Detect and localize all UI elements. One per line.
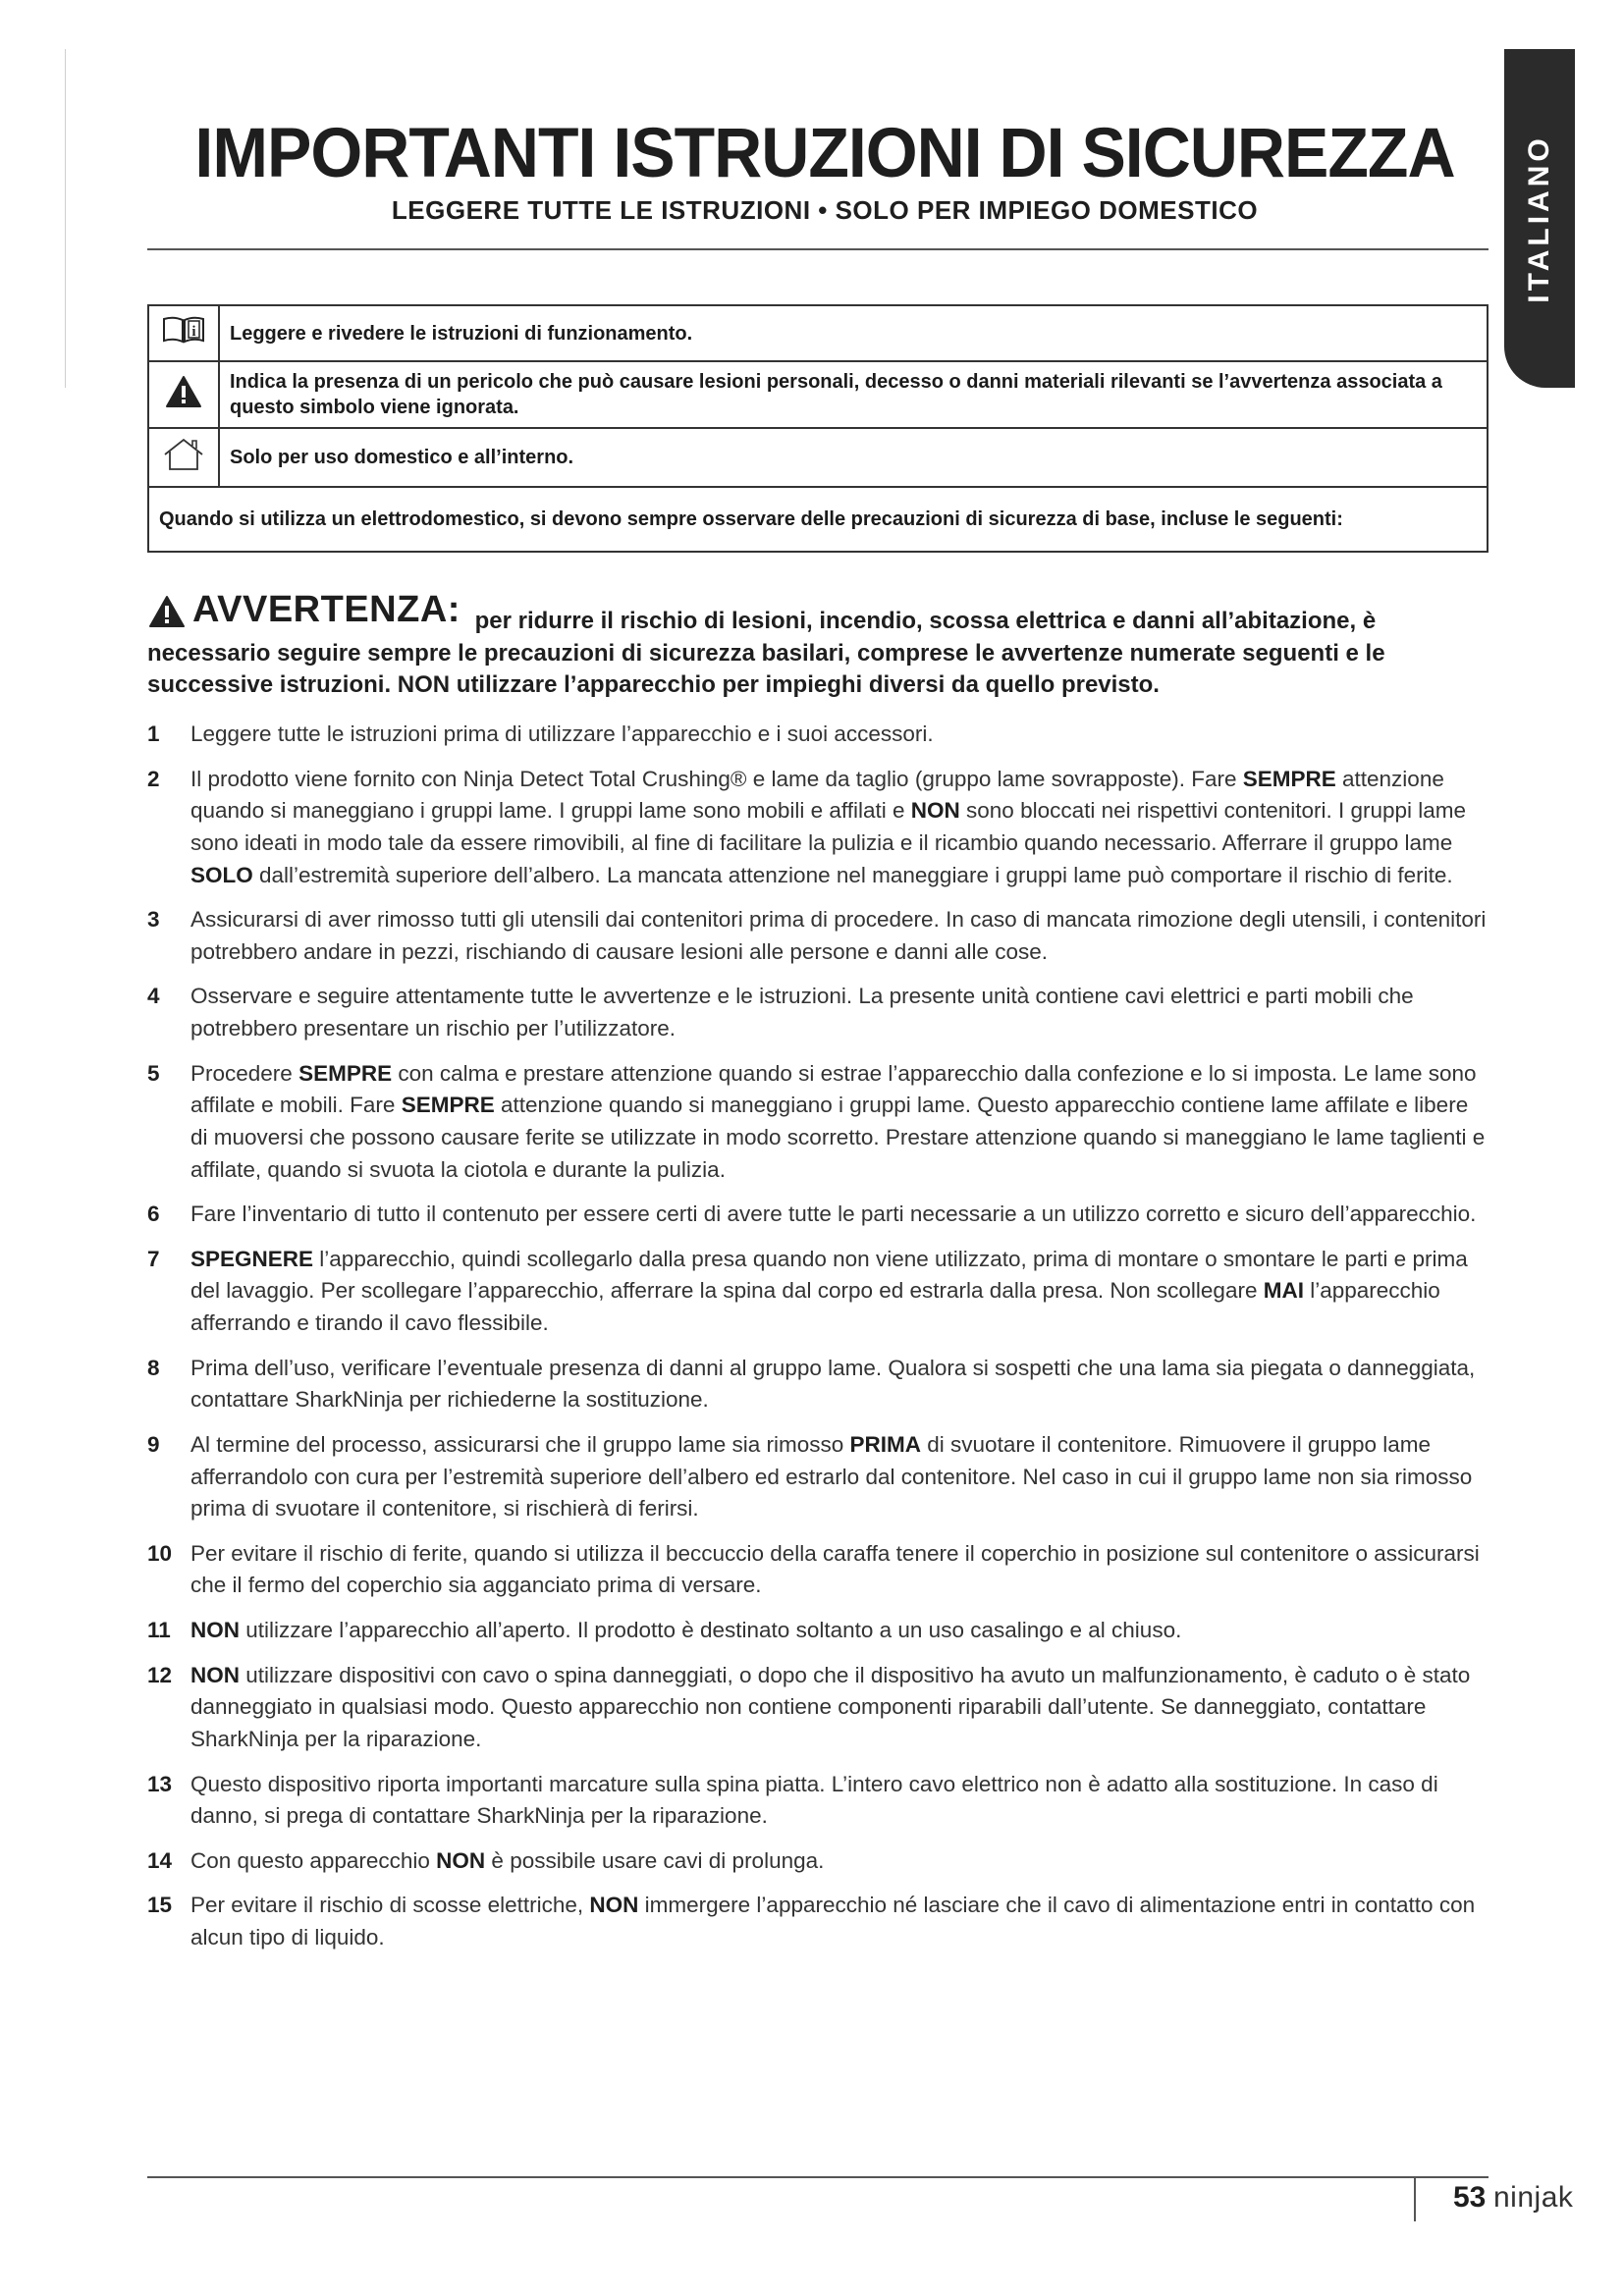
instruction-number: 15 — [147, 1893, 173, 1918]
instruction-item — [147, 1429, 1489, 1525]
instruction-text-run: Per evitare il rischio di ferite, quando si utilizza il beccuccio della caraffa tenere il coperchio in posizione sul contenitore o assicurarsi che il fermo del coperchio sia agganciato prima di versare. — [190, 1540, 1480, 1598]
instruction-item — [147, 904, 1489, 968]
instruction-text-run: Procedere — [190, 1060, 299, 1086]
instruction-item — [147, 1615, 1489, 1647]
instruction-number: 8 — [147, 1355, 160, 1380]
page-title: IMPORTANTI ISTRUZIONI DI SICUREZZA — [194, 114, 1455, 192]
instruction-item — [147, 1058, 1489, 1187]
symbols-table — [147, 304, 1489, 553]
instruction-number: 4 — [147, 984, 160, 1009]
instruction-emphasis: SPEGNERE — [190, 1246, 314, 1271]
instruction-item — [147, 1538, 1489, 1602]
instruction-emphasis: SEMPRE — [401, 1093, 495, 1118]
instruction-emphasis: MAI — [1263, 1278, 1304, 1304]
symbol-cell-warning — [148, 361, 219, 428]
page-number: 53 — [1453, 2181, 1487, 2214]
instruction-item — [147, 764, 1489, 892]
instruction-emphasis: SEMPRE — [298, 1060, 393, 1086]
instruction-item — [147, 1244, 1489, 1340]
warning-heading — [147, 585, 468, 635]
warning-triangle-icon — [165, 375, 202, 408]
instruction-number: 12 — [147, 1662, 173, 1687]
instruction-number: 10 — [147, 1540, 173, 1566]
instruction-item — [147, 1199, 1489, 1231]
warning-label: AVVERTENZA: — [192, 589, 460, 630]
instruction-text-run: Questo dispositivo riporta importanti marcature sulla spina piatta. L’intero cavo elettrico non è adatto alla sostituzione. In caso di danno, si prega di contattare SharkNinja per la riparazione. — [190, 1771, 1438, 1829]
book-info-icon — [161, 315, 206, 345]
house-icon — [162, 437, 205, 472]
safety-instructions-list — [147, 719, 1489, 1967]
symbol-cell-manual — [148, 305, 219, 361]
symbol-row-warning — [148, 361, 1488, 428]
instruction-item — [147, 1353, 1489, 1416]
table-note: Quando si utilizza un elettrodomestico, si devono sempre osservare delle precauzioni di sicurezza di base, incluse le seguenti: — [148, 487, 1488, 552]
instruction-emphasis: SOLO — [190, 862, 253, 887]
margin-line — [65, 49, 66, 388]
instruction-number: 7 — [147, 1246, 160, 1271]
instruction-item — [147, 981, 1489, 1044]
instruction-text-run: l’apparecchio afferrando e tirando il cavo flessibile. — [190, 1278, 1440, 1335]
instruction-emphasis: NON — [436, 1847, 486, 1873]
instruction-text-run: Osservare e seguire attentamente tutte le avvertenze e le istruzioni. La presente unità contiene cavi elettrici e parti mobili che potrebbero presentare un rischio per l’utilizzatore. — [190, 984, 1414, 1041]
instruction-item — [147, 1890, 1489, 1953]
instruction-emphasis: NON — [910, 798, 960, 824]
warning-text: per ridurre il rischio di lesioni, incendio, scossa elettrica e danni all’abitazione, è necessario seguire sempre le precauzioni di sicurezza basilari, comprese le avvertenze numerate seguenti e le successive istruzioni. NON utilizzare l’apparecchio per impieghi diversi da quello previsto. — [147, 608, 1385, 698]
instruction-text — [190, 1660, 1489, 1756]
instruction-item — [147, 1660, 1489, 1756]
language-tab — [1504, 49, 1575, 388]
instruction-text-run: Prima dell’uso, verificare l’eventuale presenza di danni al gruppo lame. Qualora si sospetti che una lama sia piegata o danneggiata, contattare SharkNinja per richiederne la sostituzione. — [190, 1355, 1476, 1413]
instruction-text-run: di svuotare il contenitore. Rimuovere il gruppo lame afferrandolo con cura per l’estremità superiore dell’albero ed estrarlo dal contenitore. Nel caso in cui il gruppo lame non sia rimosso prima di svuotare il contenitore, si rischierà di ferirsi. — [190, 1431, 1473, 1522]
instruction-emphasis: SEMPRE — [1242, 766, 1336, 791]
instruction-text — [190, 1199, 1489, 1231]
instruction-number: 2 — [147, 766, 160, 791]
symbol-text-warning: Indica la presenza di un pericolo che può causare lesioni personali, decesso o danni materiali rilevanti se l’avvertenza associata a questo simbolo viene ignorata. — [219, 361, 1488, 428]
symbol-text-manual: Leggere e rivedere le istruzioni di funzionamento. — [219, 305, 1488, 361]
symbol-row-indoor — [148, 428, 1488, 487]
instruction-text-run: utilizzare l’apparecchio all’aperto. Il prodotto è destinato soltanto a un uso casalingo e al chiuso. — [240, 1618, 1182, 1642]
symbol-text-indoor: Solo per uso domestico e all’interno. — [219, 428, 1488, 487]
instruction-text — [190, 1058, 1489, 1187]
instruction-text-run: l’apparecchio, quindi scollegarlo dalla presa quando non viene utilizzato, prima di montare o smontare le parti e prima del lavaggio. Per scollegare l’apparecchio, afferrare la spina dal corpo ed estrarla dalla presa. Non scollegare — [190, 1246, 1468, 1304]
warning-triangle-icon — [147, 595, 187, 628]
instruction-number: 1 — [147, 721, 160, 746]
instruction-text — [190, 1353, 1489, 1416]
instruction-text-run: sono bloccati nei rispettivi contenitori. I gruppi lame sono ideati in modo tale da essere rimovibili, al fine di facilitare la pulizia e il ricambio quando necessario. Afferrare il gruppo lame — [190, 798, 1467, 855]
instruction-number: 13 — [147, 1771, 173, 1796]
header-divider — [147, 248, 1489, 250]
instruction-text-run: Per evitare il rischio di scosse elettriche, — [190, 1893, 590, 1918]
table-note-row — [148, 487, 1488, 552]
instruction-text — [190, 981, 1489, 1044]
instruction-number: 5 — [147, 1060, 160, 1086]
instruction-text — [190, 1244, 1489, 1340]
footer-divider — [147, 2176, 1489, 2178]
page-subtitle: LEGGERE TUTTE LE ISTRUZIONI • SOLO PER IMPIEGO DOMESTICO — [391, 195, 1259, 225]
instruction-text — [190, 764, 1489, 892]
instruction-emphasis: NON — [589, 1893, 639, 1918]
instruction-text — [190, 1615, 1489, 1647]
footer-separator — [1414, 2176, 1416, 2221]
instruction-text-run: attenzione quando si maneggiano i gruppi lame. Questo apparecchio contiene lame affilate e libere di muoversi che possono causare ferite se utilizzate in modo scorretto. Prestare attenzione quando si maneggiano le lame taglienti e affilate, quando si svuota la ciotola e durante la pulizia. — [190, 1093, 1486, 1182]
brand-logo: ninjak — [1493, 2181, 1574, 2214]
instruction-text-run: dall’estremità superiore dell’albero. La mancata attenzione nel maneggiare i gruppi lame può comportare il rischio di ferite. — [252, 862, 1453, 887]
symbol-row-manual — [148, 305, 1488, 361]
symbol-cell-indoor — [148, 428, 219, 487]
instruction-emphasis: NON — [190, 1662, 240, 1687]
instruction-number: 6 — [147, 1201, 160, 1227]
instruction-number: 9 — [147, 1431, 160, 1457]
instruction-item — [147, 1769, 1489, 1833]
svg-text:i: i — [191, 324, 196, 340]
instruction-text-run: attenzione quando si maneggiano i gruppi lame. I gruppi lame sono mobili e affilati e — [190, 766, 1444, 824]
instruction-emphasis: NON — [190, 1618, 240, 1642]
instruction-text — [190, 1769, 1489, 1833]
instruction-number: 11 — [147, 1618, 171, 1642]
warning-block — [147, 585, 1489, 701]
instruction-text-run: Con questo apparecchio — [190, 1847, 437, 1873]
instruction-number: 14 — [147, 1847, 173, 1873]
instruction-text-run: è possibile usare cavi di prolunga. — [485, 1847, 825, 1873]
instruction-text — [190, 904, 1489, 968]
instruction-text — [190, 1429, 1489, 1525]
instruction-text-run: Al termine del processo, assicurarsi che il gruppo lame sia rimosso — [190, 1431, 850, 1457]
instruction-text — [190, 719, 1489, 751]
instruction-item — [147, 719, 1489, 751]
instruction-text — [190, 1845, 1489, 1878]
instruction-text — [190, 1538, 1489, 1602]
instruction-text-run: Fare l’inventario di tutto il contenuto per essere certi di avere tutte le parti necessarie a un utilizzo corretto e sicuro dell’apparecchio. — [190, 1201, 1477, 1227]
instruction-text-run: Il prodotto viene fornito con Ninja Detect Total Crushing® e lame da taglio (gruppo lame sovrapposte). Fare — [190, 766, 1243, 791]
instruction-text-run: Leggere tutte le istruzioni prima di utilizzare l’apparecchio e i suoi accessori. — [190, 721, 934, 746]
instruction-text-run: immergere l’apparecchio né lasciare che il cavo di alimentazione entri in contatto con alcun tipo di liquido. — [190, 1893, 1476, 1949]
language-tab-label: ITALIANO — [1523, 133, 1555, 303]
instruction-emphasis: PRIMA — [849, 1431, 922, 1457]
instruction-number: 3 — [147, 907, 160, 933]
instruction-text — [190, 1890, 1489, 1953]
instruction-text-run: Assicurarsi di aver rimosso tutti gli utensili dai contenitori prima di procedere. In caso di mancata rimozione degli utensili, i contenitori potrebbero andare in pezzi, rischiando di causare lesioni alle persone e danni alle cose. — [190, 907, 1487, 964]
instruction-item — [147, 1845, 1489, 1878]
instruction-text-run: utilizzare dispositivi con cavo o spina danneggiati, o dopo che il dispositivo ha avuto un malfunzionamento, è caduto o è stato danneggiato in qualsiasi modo. Questo apparecchio non contiene componenti riparabili dall’utente. Se danneggiato, contattare SharkNinja per la riparazione. — [190, 1662, 1471, 1751]
instruction-text-run: con calma e prestare attenzione quando si estrae l’apparecchio dalla confezione e lo si imposta. Le lame sono affilate e mobili. Fare — [190, 1060, 1477, 1118]
